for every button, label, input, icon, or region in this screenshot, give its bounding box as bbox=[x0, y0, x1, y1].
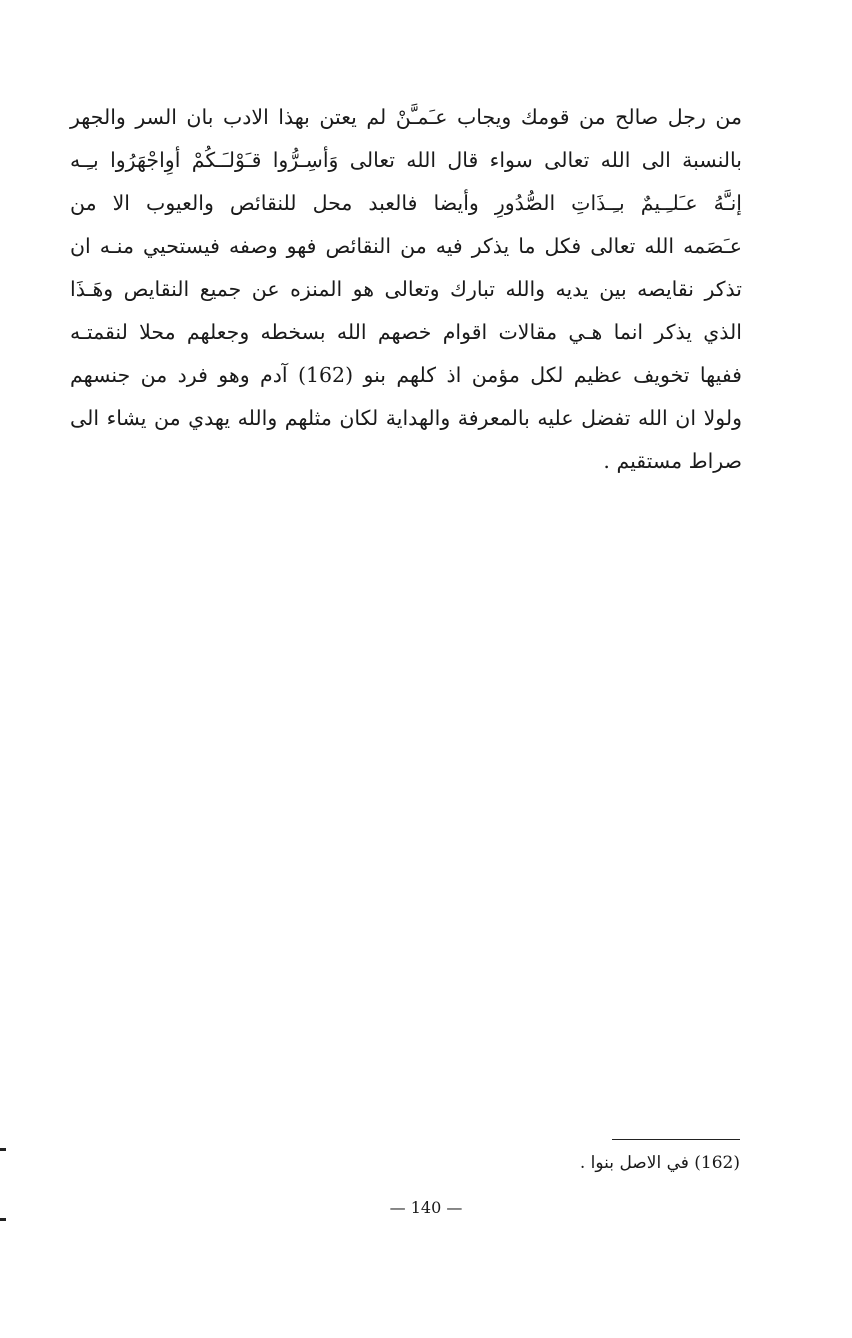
scan-margin-mark bbox=[0, 1148, 6, 1151]
text-line: بالنسبة الى الله تعالى سواء قال الله تعالى وَأسِـرُّوا قـَوْلـَـكُمْ أوِاجْهَرُوا بـِـه bbox=[70, 148, 742, 172]
footnote-divider bbox=[612, 1139, 740, 1140]
text-line: الذي يذكر انما هـي مقالات اقوام خصهم الله بسخطه وجعلهم محلا لنقمتـه bbox=[70, 320, 742, 344]
text-line: تذكر نقايصه بين يديه والله تبارك وتعالى هو المنزه عن جميع النقايص وهَـذَا bbox=[70, 277, 742, 301]
text-line: عـَصَمه الله تعالى فكل ما يذكر فيه من النقائص فهو وصفه فيستحيي منـه ان bbox=[70, 234, 742, 258]
text-line: من رجل صالح من قومك ويجاب عـَمـَّنْ لم يعتن بهذا الادب بان السر والجهر bbox=[70, 105, 742, 129]
text-line-last: صراط مستقيم . bbox=[603, 449, 742, 473]
body-text bbox=[70, 96, 742, 483]
text-line: ففيها تخويف عظيم لكل مؤمن اذ كلهم بنو (162) آدم وهو فرد من جنسهم bbox=[70, 363, 742, 387]
scan-margin-mark bbox=[0, 1218, 6, 1221]
text-line: ولولا ان الله تفضل عليه بالمعرفة والهداية لكان مثلهم والله يهدي من يشاء الى bbox=[70, 406, 742, 430]
page-number: — 140 — bbox=[389, 1198, 463, 1217]
text-line: إنـَّهُ عـَلـِـيمٌ بـِـذَاتِ الصُّدُورِ وأيضا فالعبد محل للنقائص والعيوب الا من bbox=[70, 191, 742, 215]
footnote: (162) في الاصل بنوا . bbox=[579, 1153, 740, 1173]
